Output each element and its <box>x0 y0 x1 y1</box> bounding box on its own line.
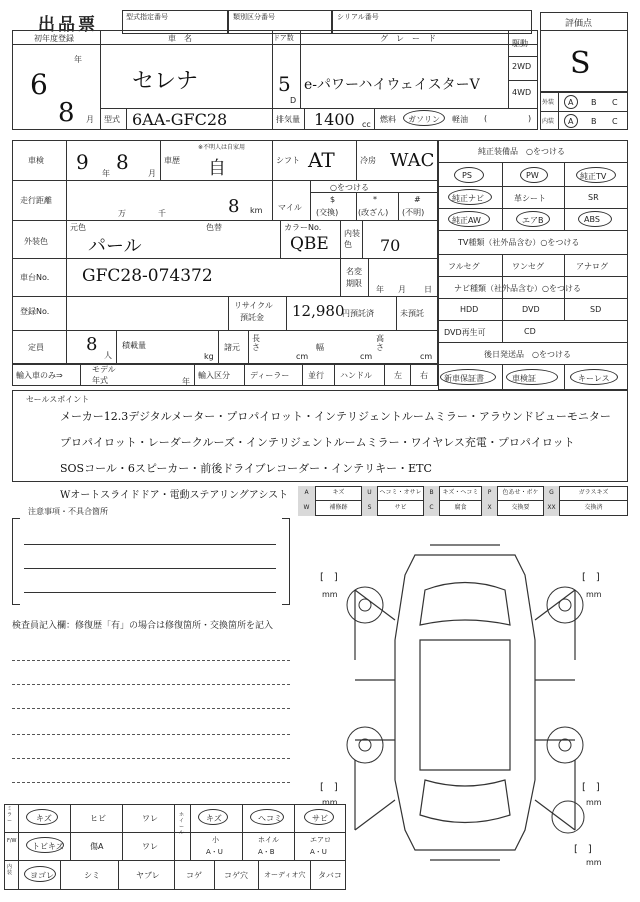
mileage-label: 走行距離 <box>20 196 52 205</box>
import-division: 輸入区分 <box>198 371 230 380</box>
height-label: 高さ <box>376 334 384 352</box>
bt-r2c-0: A・U <box>206 848 223 856</box>
chassis-label: 車台No. <box>20 273 50 282</box>
equip-airbag-circle <box>516 211 550 227</box>
bt-r3-2: ヤブレ <box>136 871 160 880</box>
form-title: 出品票 <box>38 15 98 35</box>
model-label: 型式 <box>104 115 120 124</box>
ext-col-a: A <box>568 98 574 107</box>
post-title: 後日発送品 ○をつける <box>484 350 571 359</box>
bt-r3-0: ヨゴレ <box>30 871 54 880</box>
legend-row1-cell-2: U <box>362 486 378 500</box>
navi-hdd: HDD <box>460 305 479 314</box>
shift-label: シフト <box>276 156 300 165</box>
import-right: 右 <box>420 371 428 380</box>
fuel-paren-open: ( <box>484 114 488 123</box>
tv-title: TV種類（社外品含む）○をつける <box>458 238 580 247</box>
fuel-gasoline-circle <box>403 110 445 126</box>
first-reg-label: 初年度登録 <box>34 34 74 43</box>
bt-fw: F/W <box>7 838 17 844</box>
post-keyless-circle <box>570 369 618 385</box>
equip-navi: 純正ナビ <box>452 194 484 203</box>
height-cm: cm <box>420 352 433 361</box>
first-reg-month-unit: 月 <box>86 115 94 124</box>
displacement-value: 1400 <box>314 110 355 129</box>
first-reg-year-unit: 年 <box>74 55 82 64</box>
recycle-deposited: 円預託済 <box>342 309 374 318</box>
drive-4wd: 4WD <box>512 88 532 97</box>
diagram-rr-mm: mm <box>586 798 602 807</box>
color-no-label: カラーNo. <box>284 223 322 232</box>
equipment-title: 純正装備品 ○をつける <box>478 147 565 156</box>
reg-no-label: 登録No. <box>20 307 50 316</box>
inspector-label: 検査員記入欄：修復歴「有」の場合は修復箇所・交換箇所を記入 <box>12 621 274 631</box>
rating-value: S <box>570 46 591 81</box>
bt-r1-2: ワレ <box>142 814 158 823</box>
bt-r3-6: タバコ <box>318 871 342 880</box>
ext-col-c: C <box>612 98 618 107</box>
fuel-paren-close: ) <box>528 114 532 123</box>
mileage-opt1b: (交換) <box>316 208 339 217</box>
legend-row2-cell-6: X <box>482 500 498 516</box>
interior-color-label: 内装色 <box>344 229 360 249</box>
model-year-2: 年式 <box>92 376 108 385</box>
color-label: 外装色 <box>24 237 48 246</box>
equip-tv-circle <box>576 167 616 183</box>
first-reg-year: 6 <box>30 68 48 101</box>
mileage-sen: 千 <box>158 209 166 218</box>
bt-mirror: ミラー <box>7 806 13 824</box>
color-original: 元色 <box>70 223 86 232</box>
category-number-label: 類別区分番号 <box>233 13 275 21</box>
equip-tv: 純正TV <box>580 172 607 181</box>
mileage-opt1: $ <box>330 195 336 204</box>
equip-ps-circle <box>454 167 484 183</box>
capacity-label: 定員 <box>28 343 44 352</box>
bt-r3-4: コゲ穴 <box>224 871 248 880</box>
bt-r2-2: ワレ <box>142 842 158 851</box>
load-label: 積載量 <box>122 341 146 350</box>
import-year: 年 <box>182 377 190 386</box>
shift-value: AT <box>308 148 335 172</box>
diagram-rl-mm: mm <box>322 798 338 807</box>
ext-col-b: B <box>591 98 597 107</box>
navi-dvd: DVD <box>522 305 540 314</box>
legend-row2-cell-0: W <box>298 500 316 516</box>
name-change-d: 日 <box>424 285 432 294</box>
ext-selected-circle <box>564 95 578 109</box>
bt-r1b-circle-2 <box>304 809 334 825</box>
legend-row2-cell-9: 交換済 <box>560 500 628 516</box>
sales-label: セールスポイント <box>26 395 90 404</box>
mileage-man: 万 <box>118 209 126 218</box>
inspection-year: 9 <box>76 150 89 174</box>
history-label: 車歴 <box>164 156 180 165</box>
bt-r1b-1: ヘコミ <box>258 814 282 823</box>
model-designation-label: 型式指定番号 <box>126 13 168 21</box>
diagram-rl-bracket: [ ] <box>320 782 338 793</box>
bt-r3-1: シミ <box>84 871 100 880</box>
bt-r1b-circle-0 <box>198 809 228 825</box>
car-name-label: 車 名 <box>168 34 192 43</box>
equip-ps: PS <box>462 171 472 180</box>
mileage-opt3b: (不明) <box>402 208 425 217</box>
sales-line-3: SOSコール・6スピーカー・前後ドライブレコーダー・インテリキー・ETC <box>60 462 432 475</box>
tv-oneseg: ワンセグ <box>512 262 544 271</box>
diagram-fl-bracket: [ ] <box>320 572 338 583</box>
post-keyless: キーレス <box>578 374 610 383</box>
import-dealer: ディーラー <box>250 371 290 380</box>
legend-row1-cell-7: 色あせ・ボケ <box>498 486 544 500</box>
mileage-circle-note: ○をつける <box>330 183 369 192</box>
rating-label: 評価点 <box>565 19 593 29</box>
model-year-1: モデル <box>92 365 116 374</box>
recycle-value: 12,980 <box>292 302 345 320</box>
color-paint: 色替 <box>206 223 222 232</box>
drive-2wd: 2WD <box>512 62 532 71</box>
sales-line-1: メーカー12.3デジタルメーター・プロパイロット・インテリジェントルームミラー・アラウンドビューモニター <box>60 410 611 423</box>
doors-suffix: D <box>290 96 297 105</box>
chassis-value: GFC28-074372 <box>82 266 213 286</box>
post-inspection-circle <box>506 369 558 385</box>
bt-r1-circle <box>26 809 58 825</box>
ac-value: WAC <box>390 150 435 171</box>
int-col-a: A <box>568 117 574 126</box>
legend-row1-cell-9: ガラスキズ <box>560 486 628 500</box>
legend-row2-cell-3: サビ <box>378 500 424 516</box>
post-inspection-cert: 車検証 <box>512 374 536 383</box>
post-warranty: 新車保証書 <box>444 374 484 383</box>
bt-r1b-0: キズ <box>206 814 222 823</box>
bt-r2-1: 傷A <box>90 842 104 851</box>
equip-leather: 革シート <box>514 194 546 203</box>
import-handle: ハンドル <box>340 371 372 380</box>
diagram-spare-bracket: [ ] <box>574 844 592 855</box>
load-unit: kg <box>204 352 214 361</box>
mileage-unit: km <box>250 206 263 215</box>
import-label: 輸入車のみ⇒ <box>16 371 63 380</box>
color-value: パール <box>88 236 142 257</box>
drive-label: 駆動 <box>512 39 528 48</box>
name-change-m: 月 <box>398 285 406 294</box>
legend-row2-cell-4: C <box>424 500 440 516</box>
sales-line-2: プロパイロット・レーダークルーズ・インテリジェントルームミラー・ワイヤレス充電・プロパイロット <box>60 436 575 449</box>
first-reg-month: 8 <box>58 98 75 128</box>
displacement-unit: cc <box>362 120 371 129</box>
navi-title: ナビ種類（社外品含む）○をつける <box>454 284 581 293</box>
equip-sr: SR <box>588 193 599 202</box>
history-note: ※不明人は自家用 <box>198 144 246 151</box>
equip-airbag: エアB <box>522 216 544 225</box>
history-value: 自 <box>208 158 226 179</box>
legend-row2-cell-1: 補修跡 <box>316 500 362 516</box>
name-change-y: 年 <box>376 285 384 294</box>
bt-r1-0: キズ <box>36 814 52 823</box>
bt-r3-5: オーディオ穴 <box>264 871 306 879</box>
legend-row2-cell-2: S <box>362 500 378 516</box>
navi-sd: SD <box>590 305 602 314</box>
int-col-c: C <box>612 117 618 126</box>
diagram-fr-mm: mm <box>586 590 602 599</box>
car-diagram <box>300 530 630 880</box>
bt-wheel: ホイール <box>179 812 185 836</box>
color-no-value: QBE <box>290 234 329 254</box>
import-parallel: 並行 <box>308 371 324 380</box>
legend-row2-cell-7: 交換要 <box>498 500 544 516</box>
equip-aw-circle <box>448 211 490 227</box>
bt-r1b-circle-1 <box>250 809 284 825</box>
equip-navi-circle <box>448 189 492 205</box>
legend-row1-cell-0: A <box>298 486 316 500</box>
serial-number-label: シリアル番号 <box>337 13 379 21</box>
dvd-playable: DVD再生可 <box>444 328 486 337</box>
grade-value: e-パワーハイウェイスターV <box>304 77 480 93</box>
bt-r2-0: トビキズ <box>32 842 64 851</box>
ac-label: 冷房 <box>360 156 376 165</box>
diagram-rr-bracket: [ ] <box>582 782 600 793</box>
recycle-not-deposited: 未預託 <box>400 309 424 318</box>
bt-r2c-2: A・U <box>310 848 327 856</box>
equip-pw-circle <box>520 167 548 183</box>
sales-line-4: Wオートスライドドア・電動ステアリングアシスト <box>60 490 289 501</box>
tv-fullseg: フルセグ <box>448 262 480 271</box>
mileage-opt2b: (改ざん) <box>358 208 389 217</box>
fuel-label: 燃料 <box>380 115 396 124</box>
post-warranty-circle <box>440 369 496 385</box>
fuel-diesel: 軽油 <box>452 115 468 124</box>
equip-pw: PW <box>526 171 539 180</box>
width-label: 幅 <box>316 343 324 352</box>
length-label: 長さ <box>252 334 260 352</box>
legend-row2-cell-8: XX <box>544 500 560 516</box>
capacity-value: 8 <box>86 334 98 355</box>
bt-interior: 内装 <box>7 864 13 876</box>
capacity-unit: 人 <box>104 351 112 360</box>
bt-r1b-2: サビ <box>312 814 328 823</box>
inspection-year-unit: 年 <box>102 169 110 178</box>
int-label: 内装 <box>542 118 555 125</box>
doors-value: 5 <box>278 72 291 96</box>
dvd-cd: CD <box>524 327 536 336</box>
name-change-1: 名変 <box>346 267 362 276</box>
legend-row1-cell-4: B <box>424 486 440 500</box>
bt-r2b-2: エアロ <box>310 836 331 844</box>
diagram-spare-mm: mm <box>586 858 602 867</box>
car-name-value: セレナ <box>132 69 199 94</box>
tv-analog: アナログ <box>576 262 608 271</box>
mileage-opt3: # <box>414 195 421 204</box>
dims-label: 諸元 <box>224 343 240 352</box>
bt-r2c-1: A・B <box>258 848 275 856</box>
legend-row2-cell-5: 腐食 <box>440 500 482 516</box>
displacement-label: 排気量 <box>276 115 300 124</box>
legend-row1-cell-8: G <box>544 486 560 500</box>
name-change-2: 期限 <box>346 279 362 288</box>
inspection-label: 車検 <box>28 156 44 165</box>
diagram-fl-mm: mm <box>322 590 338 599</box>
model-value: 6AA-GFC28 <box>132 110 228 129</box>
legend-row1-cell-3: ヘコミ・オサレ <box>378 486 424 500</box>
legend-row1-cell-1: キズ <box>316 486 362 500</box>
doors-label: ドア数 <box>273 34 294 42</box>
equip-abs-circle <box>578 211 612 227</box>
interior-color-value: 70 <box>380 236 401 255</box>
recycle-label-2: 預託金 <box>240 313 264 322</box>
equip-abs: ABS <box>584 215 600 224</box>
bt-r1-1: ヒビ <box>90 814 106 823</box>
int-selected-circle <box>564 114 578 128</box>
legend-row1-cell-6: P <box>482 486 498 500</box>
recycle-label-1: リサイクル <box>234 301 273 310</box>
bt-r3-3: コゲ <box>186 871 202 880</box>
mileage-mile: マイル <box>278 203 302 212</box>
legend-row1-cell-5: キズ・ヘコミ <box>440 486 482 500</box>
bt-r2b-0: 小 <box>212 836 219 844</box>
grade-label: グ レ ー ド <box>380 34 436 43</box>
notes-label: 注意事項・不具合箇所 <box>28 507 108 516</box>
mileage-opt2: * <box>373 195 377 204</box>
bt-r2-circle <box>26 837 64 853</box>
length-cm: cm <box>296 352 309 361</box>
mileage-value: 8 <box>228 196 240 217</box>
bt-r2b-1: ホイル <box>258 836 279 844</box>
int-col-b: B <box>591 117 597 126</box>
inspection-month-unit: 月 <box>148 169 156 178</box>
diagram-fr-bracket: [ ] <box>582 572 600 583</box>
import-left: 左 <box>394 371 402 380</box>
width-cm: cm <box>360 352 373 361</box>
inspection-month: 8 <box>116 150 129 174</box>
ext-label: 外装 <box>542 99 555 106</box>
equip-aw: 純正AW <box>452 216 481 225</box>
fuel-gasoline: ガソリン <box>408 115 440 124</box>
